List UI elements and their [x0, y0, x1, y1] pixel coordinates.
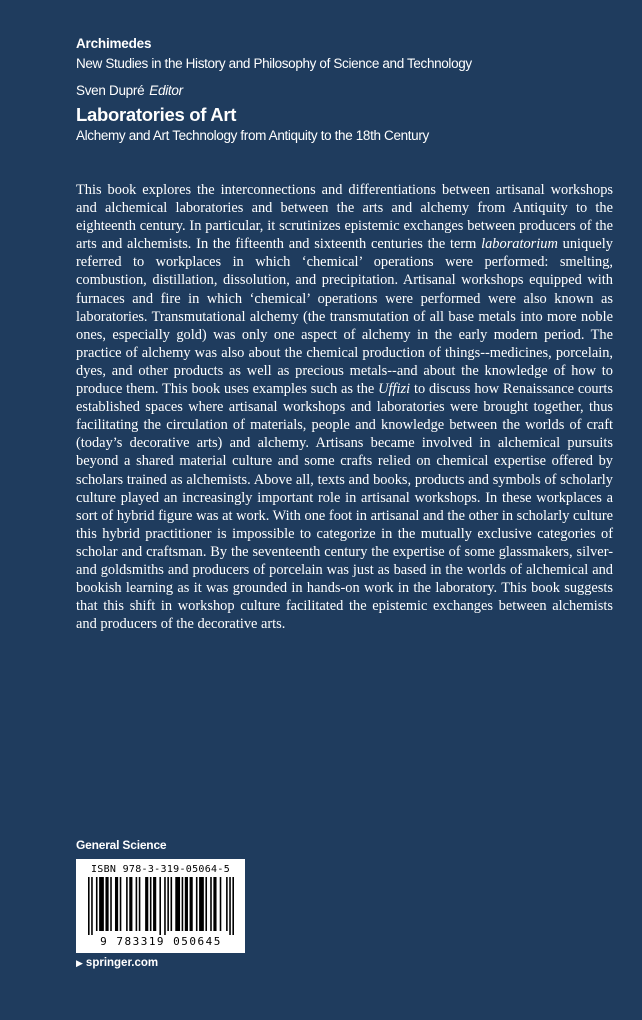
series-subtitle: New Studies in the History and Philosophy of Science and Technology [76, 56, 472, 71]
barcode-bar [167, 877, 169, 931]
series-name: Archimedes [76, 36, 152, 51]
barcode-bar [91, 877, 93, 935]
barcode-bar [210, 877, 212, 931]
blurb-paragraph [76, 181, 613, 633]
barcode-bar [153, 877, 156, 931]
barcode-bar [182, 877, 184, 931]
barcode-bar [126, 877, 128, 931]
book-subtitle: Alchemy and Art Technology from Antiquity to the 18th Century [76, 128, 429, 143]
barcode-bar [136, 877, 138, 931]
barcode-bar [105, 877, 108, 931]
isbn-label: ISBN 978-3-319-05064-5 [90, 864, 231, 875]
barcode-bar [229, 877, 231, 935]
publisher-url[interactable] [76, 957, 158, 969]
publisher-url-text: springer.com [85, 957, 159, 969]
barcode-bar [115, 877, 118, 931]
barcode-bar [129, 877, 132, 931]
barcode-bar [120, 877, 122, 931]
barcode-bar [96, 877, 98, 931]
blurb-text-1: This book explores the interconnections and differentiations between artisanal workshops and alchemical laboratories and between the arts and alchemy from Antiquity to the eighteenth century. In particular, it scrutinizes epistemic exchanges between producers of the arts and alchemists. In the fifteenth and sixteenth centuries the term [76, 182, 613, 253]
barcode-bar [190, 877, 193, 931]
blurb-term: laboratorium [481, 236, 558, 253]
barcode-bar [139, 877, 141, 931]
barcode-bar [171, 877, 173, 931]
barcode-bar [226, 877, 228, 931]
subject-category: General Science [76, 838, 167, 852]
blurb-text-2: uniquely referred to workplaces in which ‘chemical’ operations were performed: smelting, combustion, distillation, dissolution, and precipitation. Artisanal workshops equipped with furnaces and fire in which ‘chemical’ operations were performed were also known as laboratories. Transmutational alchemy (the transmutation of all base metals into more noble ones, especially gold) was only one aspect of alchemy in the early modern period. The practice of alchemy was also about the chemical production of things--medicines, porcelain, dyes, and other products as well as precious metals--and about the knowledge of how to produce them. This book uses examples such as the [76, 236, 613, 398]
barcode-bar [159, 877, 161, 935]
barcode-bar [232, 877, 234, 935]
barcode-bar [145, 877, 148, 931]
triangle-right-icon: ▶ [76, 958, 83, 968]
barcode-bar [175, 877, 180, 931]
barcode-bar [199, 877, 204, 931]
editor-role: Editor [149, 83, 183, 98]
blurb-text-3: to discuss how Renaissance courts established spaces where artisanal workshops and laboratories were brought together, thus facilitating the circulation of materials, people and knowledge between the worlds of craft (today’s decorative arts) and alchemy. Artisans became involved in alchemical pursuits beyond a shared material culture and some crafts relied on chemical expertise offered by scholars trained as alchemists. Above all, texts and books, products and symbols of scholarly culture played an increasingly important role in artisanal workshops. In these workplaces a sort of hybrid figure was at work. With one foot in artisanal and the other in scholarly culture this hybrid practitioner is impossible to categorize in the mutually exclusive categories of scholar and craftsman. By the seventeenth century the expertise of some glassmakers, silver- and goldsmiths and producers of porcelain was just as based in the worlds of alchemical and bookish learning as it was grounded in hands-on work in the laboratory. This book suggests that this shift in workshop culture facilitated the epistemic exchanges between alchemists and producers of the decorative arts. [76, 381, 614, 633]
editor-line [76, 83, 183, 98]
barcode-bar [185, 877, 188, 931]
barcode-digits: 9 783319 050645 [100, 935, 222, 948]
barcode-bar [150, 877, 152, 931]
barcode-bar [220, 877, 222, 931]
barcode-bar [205, 877, 207, 931]
barcode-bar [99, 877, 104, 931]
barcode-bar [213, 877, 216, 931]
barcode-bars [86, 877, 236, 935]
blurb-place: Uffizi [378, 381, 411, 398]
barcode-bar [110, 877, 112, 931]
isbn-barcode [76, 859, 245, 953]
barcode-bar [196, 877, 198, 931]
barcode-bar [164, 877, 166, 935]
book-title: Laboratories of Art [76, 104, 237, 125]
barcode-bar [88, 877, 90, 935]
editor-name: Sven Dupré [76, 83, 145, 98]
